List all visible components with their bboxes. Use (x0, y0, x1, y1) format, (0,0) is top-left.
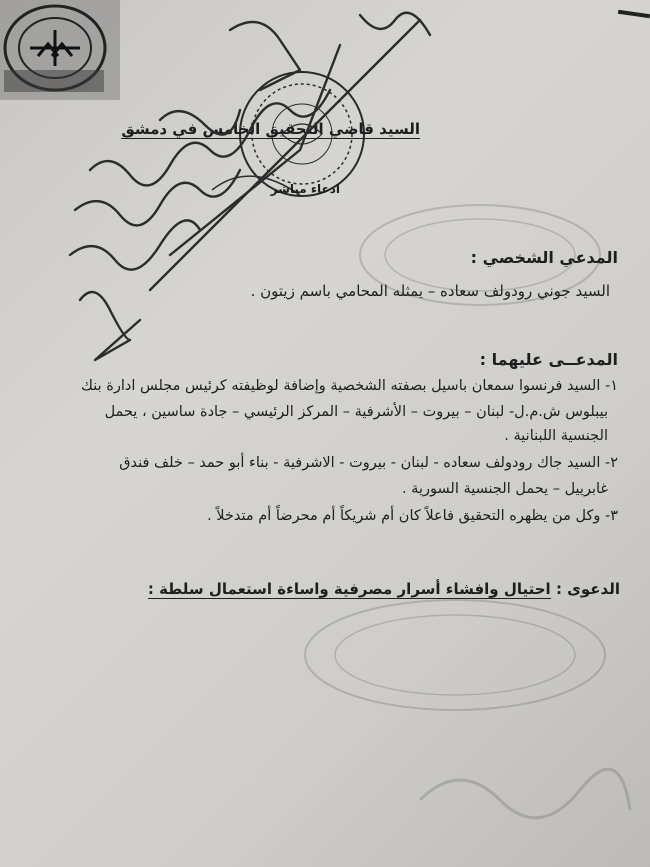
official-stamp-top-left (0, 0, 120, 100)
corner-mark (618, 10, 650, 18)
defendant-3-text: وكل من يظهره التحقيق فاعلاً كان أم شريكاً أم محرضاً أم متدخلاً . (207, 508, 601, 524)
defendant-1-line-3: الجنسية اللبنانية . (504, 428, 608, 444)
claim-label: الدعوى : (555, 580, 620, 598)
plaintiff-line: السيد جوني رودولف سعاده – يمثله المحامي باسم زيتون . (250, 282, 610, 300)
defendants-heading: المدعــى عليهما : (479, 350, 618, 369)
defendant-3-number: ٣- (604, 508, 618, 524)
direct-claim-stamp-text: ادعاء مباشر (270, 182, 340, 196)
defendant-2-number: ٢- (604, 455, 618, 471)
claim-text: احتيال وافشاء أسرار مصرفية واساءة استعمال سلطة : (147, 580, 551, 598)
defendant-1-line-1 (81, 378, 618, 394)
plaintiff-heading: المدعي الشخصي : (470, 248, 618, 267)
defendant-1-line-2: بيبلوس ش.م.ل- لبنان – بيروت – الأشرفية – المركز الرئيسي – جادة ساسين ، يحمل (104, 404, 608, 420)
defendant-2-line-2: غابرييل – يحمل الجنسية السورية . (401, 481, 608, 497)
claim-line (148, 580, 620, 598)
addressee-text: السيد قاضي التحقيق الخامس في دمشق (121, 120, 420, 138)
faint-signature (400, 740, 640, 850)
faint-seal-2 (290, 590, 620, 720)
defendant-3-line (207, 508, 618, 524)
addressee (121, 120, 420, 138)
defendant-1-text: السيد فرنسوا سمعان باسيل بصفته الشخصية وإضافة لوظيفته كرئيس مجلس ادارة بنك (81, 378, 601, 394)
defendant-2-line-1 (119, 455, 618, 471)
defendant-2-text: السيد جاك رودولف سعاده - لبنان - بيروت - الاشرفية - بناء أبو حمد – خلف فندق (119, 455, 601, 471)
defendant-1-number: ١- (604, 378, 618, 394)
